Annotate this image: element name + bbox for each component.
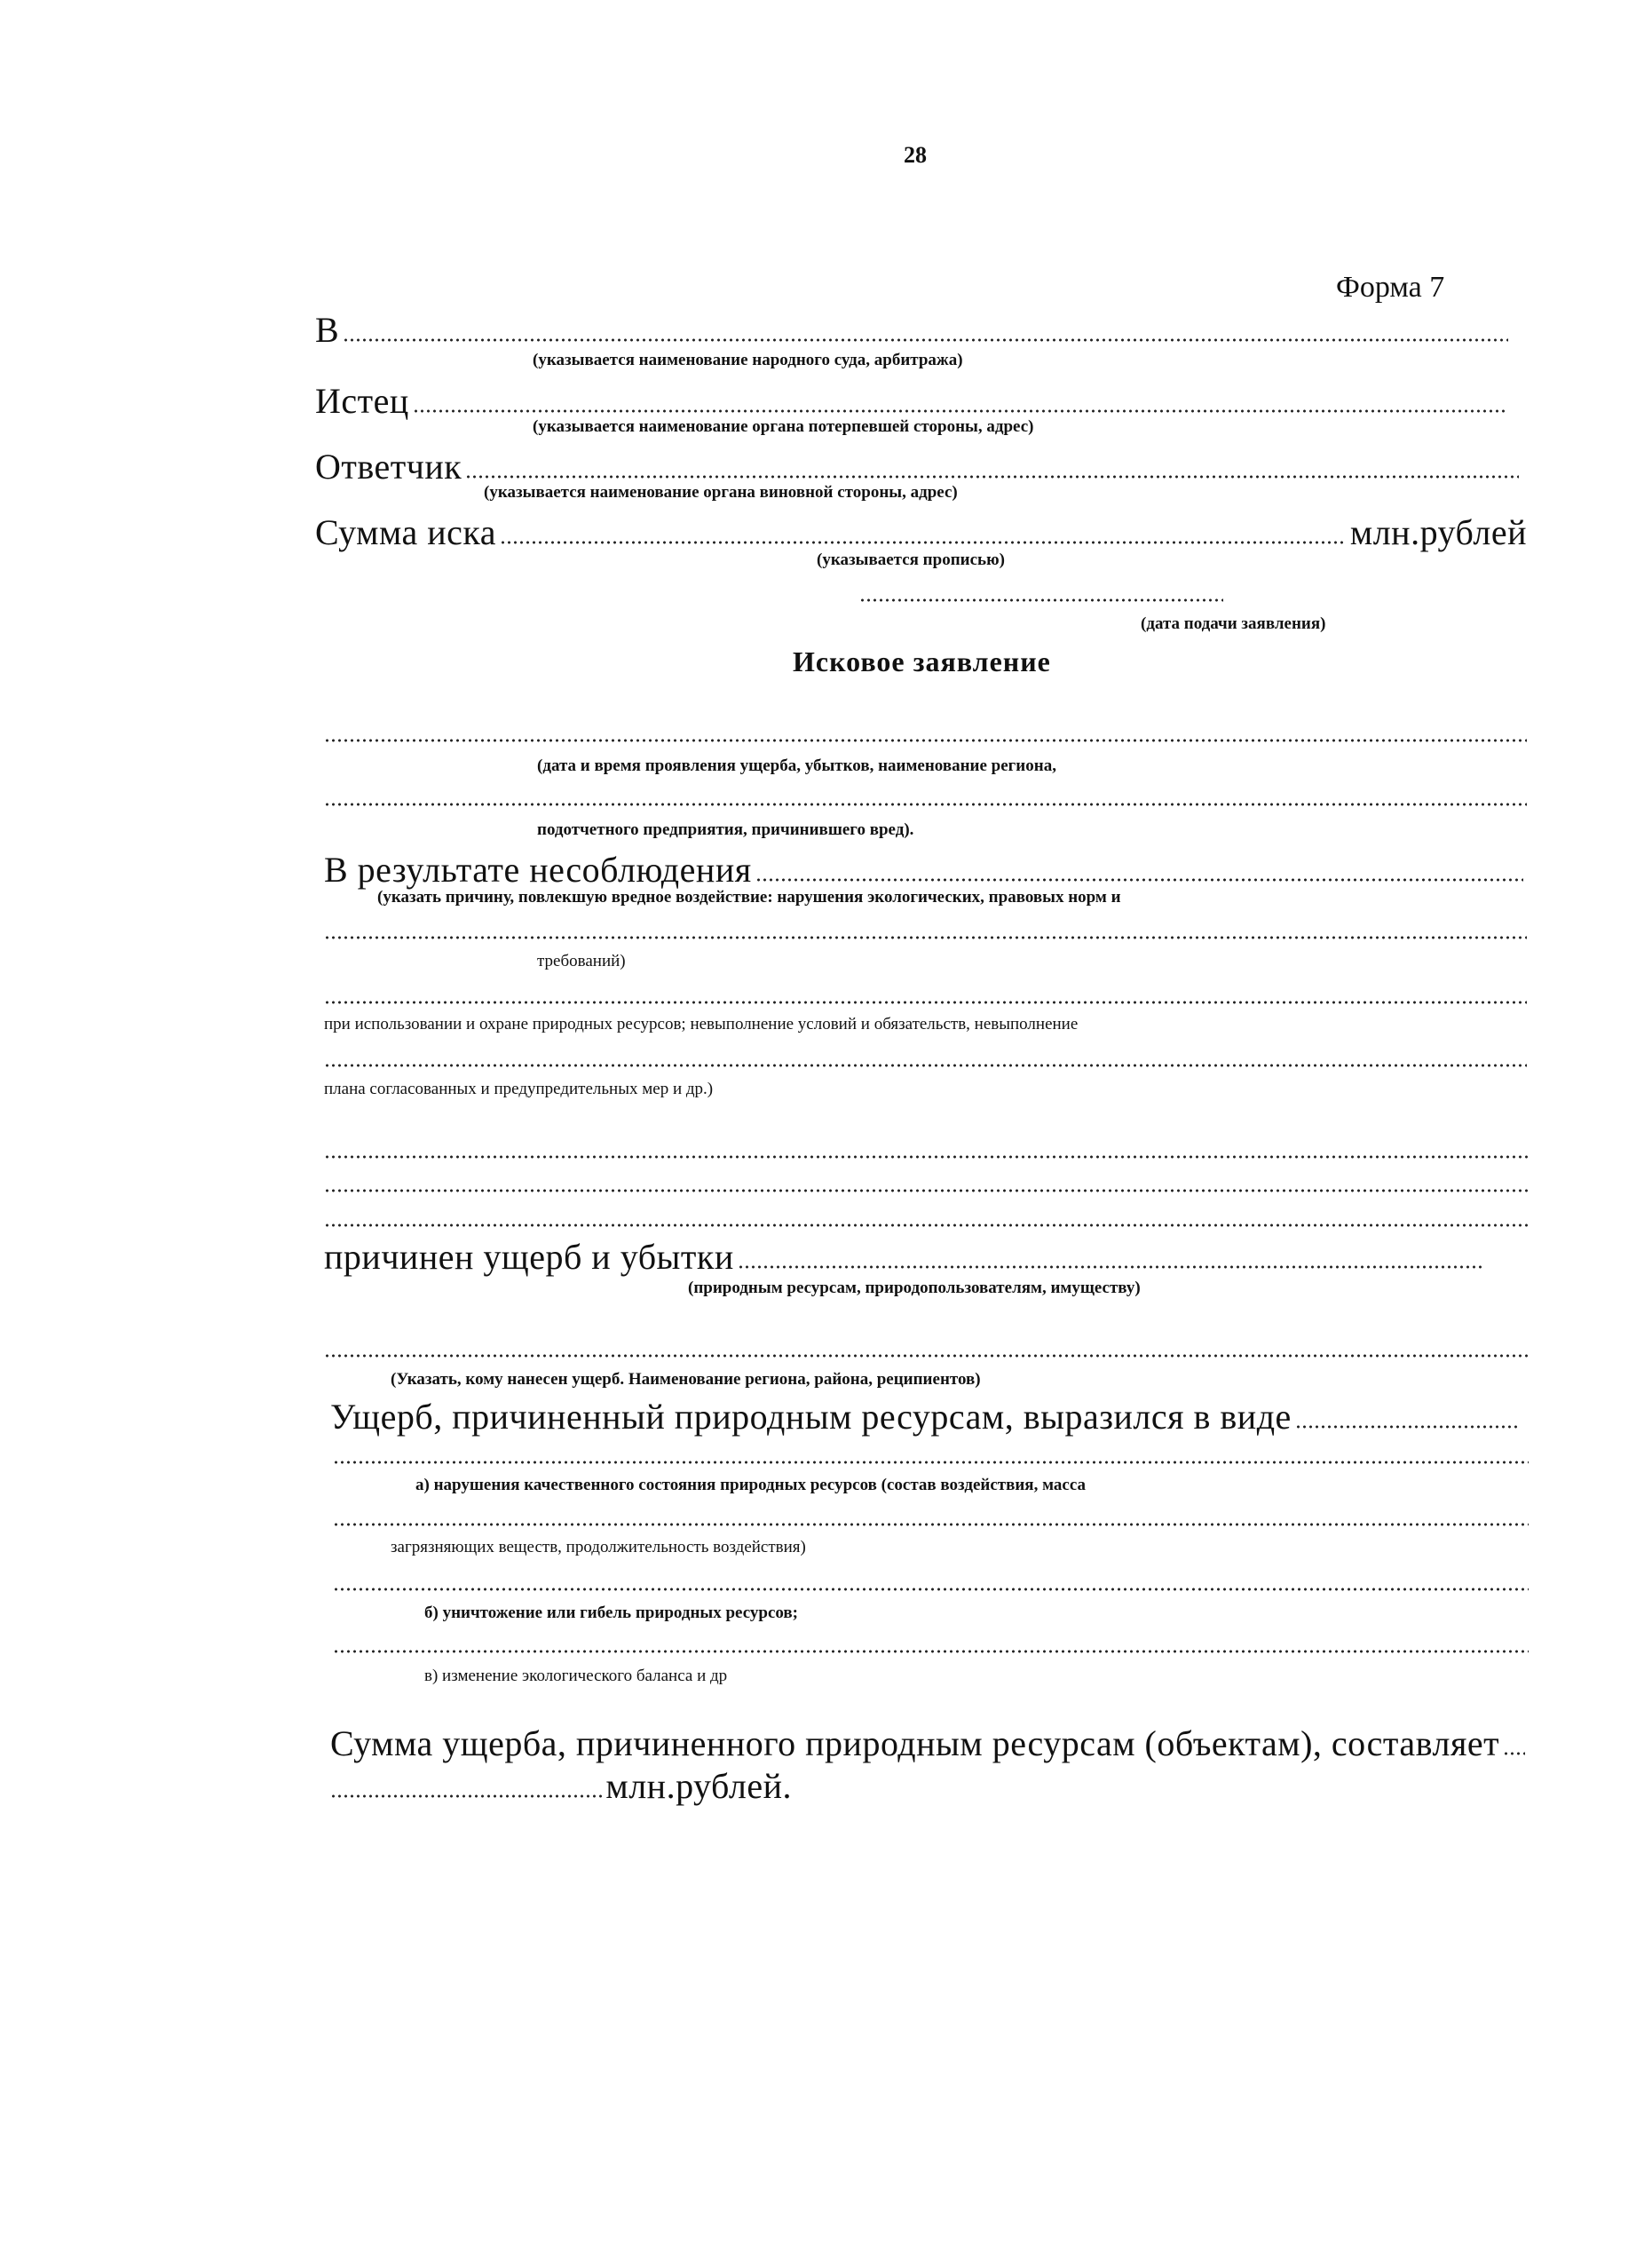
- claim-sum-label: Сумма иска: [315, 512, 497, 552]
- caption-b: б) уничтожение или гибель природных ресурсов;: [424, 1604, 799, 1622]
- sum-text: Сумма ущерба, причиненного природным ресурсам (объектам), составляет: [330, 1723, 1500, 1763]
- caption-reason: (указать причину, повлекшую вредное воздействие: нарушения экологических, правовых норм и: [377, 888, 1121, 907]
- claim-sum-field[interactable]: [500, 541, 1347, 544]
- quality-field[interactable]: [333, 1461, 1529, 1464]
- detail-field-3[interactable]: [324, 1223, 1529, 1227]
- result-line: [324, 849, 1527, 891]
- filing-date-caption: (дата подачи заявления): [1141, 614, 1326, 633]
- detail-field-2[interactable]: [324, 1189, 1529, 1192]
- destruction-field[interactable]: [333, 1588, 1529, 1591]
- result-field[interactable]: [755, 878, 1523, 882]
- caption-c: в) изменение экологического баланса и др: [424, 1667, 728, 1685]
- caption-damage-date: (дата и время проявления ущерба, убытков, наименование региона,: [537, 756, 1056, 775]
- defendant-caption: (указывается наименование органа виновной стороны, адрес): [484, 483, 958, 502]
- plaintiff-caption: (указывается наименование органа потерпевшей стороны, адрес): [533, 417, 1034, 436]
- caption-enterprise: подотчетного предприятия, причинившего вред).: [537, 820, 914, 839]
- form-label: Форма 7: [1336, 271, 1445, 304]
- filing-date-field[interactable]: [859, 598, 1223, 602]
- defendant-line: [315, 446, 1522, 487]
- court-label: В: [315, 310, 340, 350]
- defendant-label: Ответчик: [315, 447, 462, 487]
- expressed-label: Ущерб, причиненный природным ресурсам, выразился в виде: [330, 1397, 1292, 1437]
- damage-line: [324, 1236, 1487, 1278]
- caption-use: при использовании и охране природных ресурсов; невыполнение условий и обязательств, невыполнение: [324, 1015, 1079, 1033]
- plaintiff-label: Истец: [315, 381, 409, 421]
- sum-line: [330, 1722, 1529, 1764]
- claim-sum-line: [315, 511, 1527, 553]
- balance-field[interactable]: [333, 1650, 1529, 1653]
- result-label: В результате несоблюдения: [324, 850, 752, 890]
- caption-a: а) нарушения качественного состояния природных ресурсов (состав воздействия, масса: [415, 1476, 1086, 1494]
- damage-date-field[interactable]: [324, 739, 1527, 742]
- caption-a2: загрязняющих веществ, продолжительность воздействия): [391, 1538, 806, 1556]
- damage-field[interactable]: [738, 1265, 1483, 1269]
- court-caption: (указывается наименование народного суда, арбитража): [533, 351, 963, 369]
- defendant-field[interactable]: [465, 475, 1519, 479]
- page-number: 28: [904, 142, 927, 168]
- requirements-field[interactable]: [324, 1001, 1527, 1004]
- caption-who: (Указать, кому нанесен ущерб. Наименование региона, района, реципиентов): [391, 1370, 981, 1389]
- sum-unit: млн.рублей.: [605, 1766, 792, 1806]
- sum-field[interactable]: [1503, 1752, 1525, 1755]
- reason-field[interactable]: [324, 936, 1527, 939]
- sum-field-2[interactable]: [330, 1794, 602, 1798]
- caption-to-whom: (природным ресурсам, природопользователям, имуществу): [688, 1279, 1141, 1297]
- claim-sum-unit: млн.рублей: [1349, 512, 1527, 552]
- caption-plan: плана согласованных и предупредительных мер и др.): [324, 1080, 714, 1098]
- claim-sum-caption: (указывается прописью): [817, 550, 1005, 569]
- damage-label: причинен ущерб и убытки: [324, 1237, 734, 1277]
- sum-unit-line: [330, 1765, 792, 1807]
- use-field[interactable]: [324, 1064, 1527, 1067]
- plaintiff-field[interactable]: [413, 409, 1508, 413]
- caption-requirements: требований): [537, 952, 626, 970]
- court-line: [315, 309, 1512, 351]
- enterprise-field[interactable]: [324, 803, 1527, 806]
- plaintiff-line: [315, 380, 1512, 422]
- expressed-field[interactable]: [1295, 1425, 1521, 1429]
- court-field[interactable]: [343, 338, 1508, 342]
- pollutant-field[interactable]: [333, 1523, 1529, 1526]
- document-title: Исковое заявление: [793, 645, 1051, 677]
- detail-field-1[interactable]: [324, 1155, 1529, 1159]
- victim-field[interactable]: [324, 1354, 1529, 1358]
- expressed-line: [330, 1396, 1524, 1437]
